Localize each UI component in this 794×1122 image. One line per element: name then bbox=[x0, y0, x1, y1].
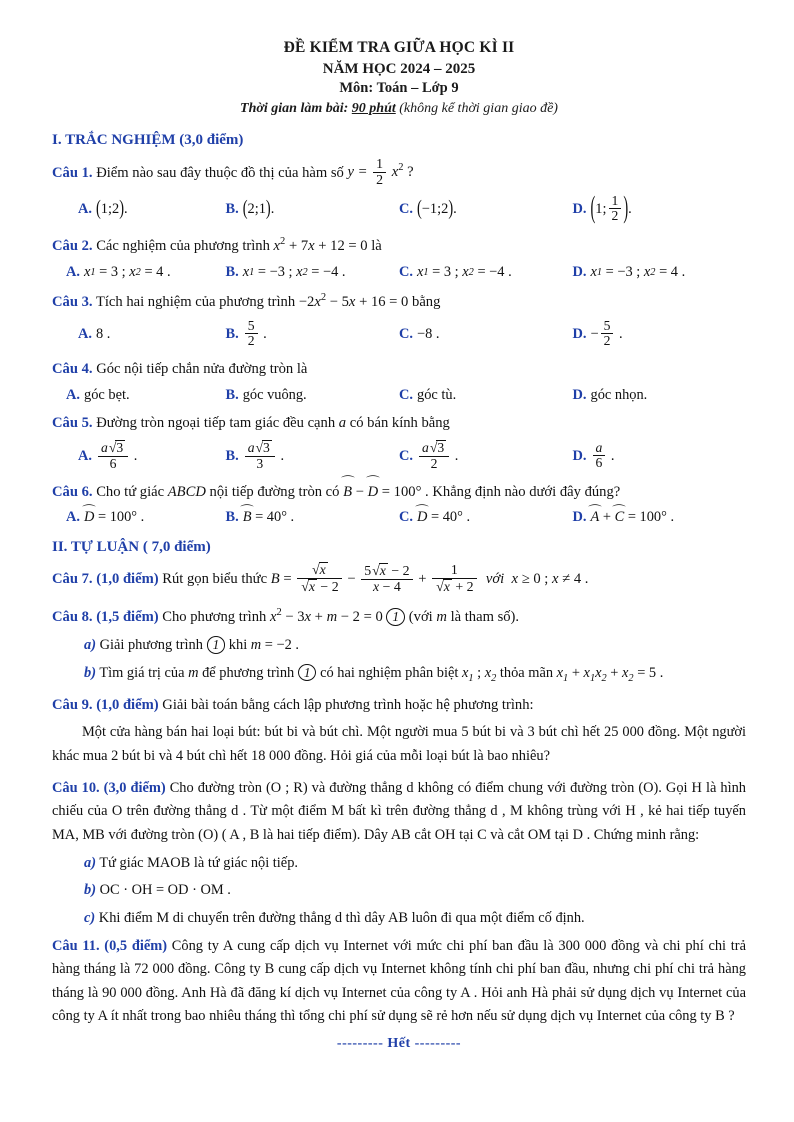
time-label: Thời gian làm bài: bbox=[240, 100, 349, 116]
question-9-label: Câu 9. (1,0 điểm) bbox=[52, 697, 159, 714]
question-7-label: Câu 7. (1,0 điểm) bbox=[52, 571, 159, 588]
question-3-text: Tích hai nghiệm của phương trình bbox=[95, 293, 296, 310]
q6-minus: − bbox=[355, 483, 364, 500]
time-value: 90 phút bbox=[351, 100, 396, 116]
section-title-part2: II. TỰ LUẬN ( 7,0 điểm) bbox=[52, 539, 211, 556]
question-6-text-b: nội tiếp đường tròn có bbox=[209, 483, 340, 500]
question-3 bbox=[52, 290, 746, 314]
answer-4-B-text: góc vuông. bbox=[242, 387, 307, 404]
question-2-label: Câu 2. bbox=[52, 238, 93, 255]
answer-5-B[interactable]: B. $\frac{a√3}{3}$ . bbox=[225, 440, 285, 471]
answer-3-C[interactable]: C. −8 . bbox=[399, 326, 440, 343]
q10-c-text: Khi điểm M di chuyển trên đường thẳng d thì dây AB luôn đi qua một điểm cố định. bbox=[98, 909, 585, 926]
question-9 bbox=[52, 695, 746, 717]
subject-label: Môn bbox=[339, 80, 369, 97]
question-8-part-a bbox=[84, 634, 746, 656]
answer-3-A[interactable]: A. 8 . bbox=[78, 326, 111, 343]
question-5-var: a bbox=[338, 415, 347, 432]
answer-4-C-key: C. bbox=[399, 387, 413, 404]
q1-func-y: y = bbox=[347, 164, 368, 181]
question-1-text: Điểm nào sau đây thuộc đồ thị của hàm số bbox=[96, 164, 344, 181]
question-3-equation: $-2x^2 - 5x + 16 = 0$ bbox=[298, 291, 409, 310]
answer-5-C[interactable]: C. $\frac{a√3}{2}$ . bbox=[399, 440, 459, 471]
time-note: (không kể thời gian giao đề) bbox=[399, 100, 558, 116]
end-marker: --------- Hết --------- bbox=[336, 1036, 462, 1052]
answer-1-D[interactable]: D. ( 1; $\frac{1}{2}$ ) . bbox=[572, 192, 632, 226]
question-10 bbox=[52, 777, 746, 847]
q8-b-text1: Tìm giá trị của m để phương trình bbox=[99, 664, 295, 681]
question-1-formula bbox=[347, 156, 414, 188]
question-10-part-a bbox=[84, 852, 746, 874]
question-6-condition bbox=[343, 484, 432, 500]
question-4-text: Góc nội tiếp chắn nửa đường tròn là bbox=[96, 361, 308, 378]
q8-tag: 1 bbox=[386, 608, 405, 626]
q1-func-den: 2 bbox=[373, 172, 386, 188]
question-2-equation: $x^2 + 7x + 12 = 0$ bbox=[273, 236, 368, 255]
document-header bbox=[52, 38, 746, 119]
answer-2-B[interactable]: B. x 1 = −3 ; x 2 = −4 . bbox=[225, 263, 346, 280]
question-8-tail: (với m là tham số). bbox=[408, 609, 520, 626]
question-6-text-a: Cho tứ giác bbox=[96, 483, 165, 500]
answer-6-C[interactable]: C. ⌒ D = 40° . bbox=[399, 509, 573, 526]
school-year: NĂM HỌC 2024 – 2025 bbox=[322, 60, 476, 77]
q10-b-text: OC · OH = OD · OM . bbox=[99, 882, 231, 899]
question-3-answers bbox=[52, 317, 746, 351]
answer-5-D[interactable]: D. $\frac{a}{6}$ . bbox=[572, 439, 615, 471]
answer-3-B[interactable]: B. $\frac{5}{2}$ . bbox=[225, 317, 267, 349]
question-11-label: Câu 11. (0,5 điểm) bbox=[52, 937, 168, 954]
answer-4-D-text: góc nhọn. bbox=[590, 387, 648, 404]
q1-func-x: x bbox=[391, 164, 399, 181]
answer-2-C[interactable]: C. x 1 = 3 ; x 2 = −4 . bbox=[399, 263, 512, 280]
answer-6-B[interactable]: B. ⌒ B = 40° . bbox=[226, 509, 400, 526]
answer-6-D[interactable]: D. ⌒ A + ⌒ C = 100° . bbox=[573, 509, 747, 526]
answer-1-B[interactable]: B. ( 2;1 ) . bbox=[225, 197, 275, 221]
question-8 bbox=[52, 605, 746, 629]
answer-6-A[interactable]: A. ⌒ D = 100° . bbox=[52, 509, 226, 526]
section-title-part1: I. TRẮC NGHIỆM (3,0 điểm) bbox=[52, 131, 244, 148]
question-3-tail: bằng bbox=[412, 293, 441, 310]
question-10-part-c bbox=[84, 907, 746, 929]
question-6-quad: ABCD bbox=[167, 483, 206, 500]
question-8-part-b bbox=[84, 662, 746, 687]
question-2-answers bbox=[52, 264, 746, 281]
answer-4-C[interactable] bbox=[399, 387, 573, 404]
question-4-answers bbox=[52, 387, 746, 404]
question-6-answers bbox=[52, 509, 746, 526]
question-8-label: Câu 8. (1,5 điểm) bbox=[52, 609, 159, 626]
q8-a-text2: khi m = −2 . bbox=[228, 637, 300, 654]
answer-1-A[interactable]: A. ( 1;2 ) . bbox=[78, 197, 128, 221]
question-11-body: Công ty A cung cấp dịch vụ Internet với mức chi phí ban đầu là 300 000 đồng và chi phí chi trả hàng tháng là 72 000 đồng. Công ty B cung cấp dịch vụ Internet không tính chi phí ban đầu, nhưng chi phí chi trả hàng tháng là 90 000 đồng. Anh Hà đã đăng kí dịch vụ Internet của công ty A . Hỏi anh Hà phải sử dụng dịch vụ Internet của công ty A ít nhất trong bao nhiêu tháng thì tổng chi phí sử dụng sẽ rẻ hơn nếu sử dụng dịch vụ Internet của công ty B ? bbox=[52, 937, 746, 1024]
answer-4-A-key: A. bbox=[66, 387, 80, 404]
q10-c-key: c) bbox=[84, 909, 96, 926]
question-1-answers bbox=[52, 192, 746, 226]
answer-4-B-key: B. bbox=[225, 387, 239, 404]
answer-4-D-key: D. bbox=[572, 387, 587, 404]
question-1 bbox=[52, 158, 746, 189]
question-8-text: Cho phương trình bbox=[162, 609, 267, 626]
question-10-label: Câu 10. (3,0 điểm) bbox=[52, 780, 166, 796]
question-7 bbox=[52, 563, 746, 596]
question-10-part-b bbox=[84, 879, 746, 901]
subject-value: : Toán – Lớp 9 bbox=[368, 80, 459, 97]
question-2-tail: là bbox=[371, 238, 382, 255]
answer-4-A[interactable] bbox=[52, 387, 226, 404]
answer-4-A-text: góc bẹt. bbox=[84, 387, 130, 404]
q10-a-key: a) bbox=[84, 854, 96, 871]
question-4-label: Câu 4. bbox=[52, 361, 93, 378]
q10-a-text: Tứ giác MAOB là tứ giác nội tiếp. bbox=[99, 854, 298, 871]
question-5 bbox=[52, 413, 746, 435]
answer-2-A[interactable]: A. x 1 = 3 ; x 2 = 4 . bbox=[66, 263, 171, 280]
question-5-label: Câu 5. bbox=[52, 415, 93, 432]
question-7-expression: B = $\frac{√x}{√x - 2}$ − $\frac{5√x - 2}{x - 4}$ + $\frac{1}{√x + 2}$ với x ≥ 0 ; x ≠ 4 . bbox=[270, 562, 589, 596]
q8-a-key: a) bbox=[84, 637, 96, 654]
q1-func-pow: 2 bbox=[398, 162, 404, 174]
q8-b-key: b) bbox=[84, 664, 96, 681]
answer-4-D[interactable] bbox=[573, 387, 747, 404]
time-line bbox=[52, 100, 746, 119]
question-5-text-b: có bán kính bằng bbox=[349, 415, 450, 432]
question-9-body: Một cửa hàng bán hai loại bút: bút bi và bút chì. Một người mua 5 bút bi và 3 bút chì hết 25 000 đồng. Một người khác mua 2 bút bi và 4 bút chì hết 18 000 đồng. Hỏi giá của mỗi loại bút là bao nhiêu? bbox=[52, 724, 746, 764]
question-4 bbox=[52, 359, 746, 381]
answer-1-C[interactable]: C. ( −1;2 ) . bbox=[399, 197, 457, 221]
q8-a-tag: 1 bbox=[207, 636, 226, 654]
question-10-body: Cho đường tròn (O ; R) và đường thẳng d không có điểm chung với đường tròn (O). Gọi H là hình chiếu của O trên đường thẳng d . Từ một điểm M bất kì trên đường thẳng d , M không trùng với H , kẻ hai tiếp tuyến MA, MB với đường tròn (O) ( A , B là hai tiếp điểm). Dây AB cắt OH tại C và cắt OM tại D . Chứng minh rằng: bbox=[52, 780, 746, 843]
question-8-equation: $x^2 - 3x + m - 2 = 0$ 1 bbox=[270, 609, 409, 625]
question-6-label: Câu 6. bbox=[52, 483, 93, 500]
question-5-text-a: Đường tròn ngoại tiếp tam giác đều cạnh bbox=[96, 415, 336, 432]
q8-a-text1: Giải phương trình bbox=[99, 637, 203, 654]
question-6 bbox=[52, 482, 746, 504]
page-title: ĐỀ KIỂM TRA GIỮA HỌC KÌ II bbox=[283, 39, 515, 56]
question-7-text: Rút gọn biểu thức bbox=[162, 571, 268, 588]
answer-3-D[interactable]: D. − $\frac{5}{2}$ . bbox=[572, 317, 623, 349]
question-11 bbox=[52, 935, 746, 1028]
q10-b-key: b) bbox=[84, 882, 96, 899]
question-1-label: Câu 1. bbox=[52, 164, 93, 181]
q1-qmark: ? bbox=[407, 164, 414, 181]
q6-cond-val: = 100° . bbox=[381, 483, 429, 500]
question-5-answers bbox=[52, 441, 746, 473]
answer-4-C-text: góc tù. bbox=[417, 387, 457, 404]
question-3-label: Câu 3. bbox=[52, 293, 93, 310]
q6-angle-d: ⌒ D bbox=[368, 482, 379, 504]
answer-4-B[interactable] bbox=[226, 387, 400, 404]
q6-angle-b: ⌒ B bbox=[343, 482, 352, 504]
question-6-text-c: Khẳng định nào dưới đây đúng? bbox=[432, 483, 621, 500]
answer-2-D[interactable]: D. x 1 = −3 ; x 2 = 4 . bbox=[572, 263, 686, 280]
question-2-text: Các nghiệm của phương trình bbox=[96, 238, 270, 255]
q8-b-text2: có hai nghiệm phân biệt $x_1$ ; $x_2$ thỏa mãn $x_1 + x_1x_2 + x_2 = 5$ . bbox=[320, 664, 664, 684]
answer-5-A[interactable]: A. $\frac{a√3}{6}$ . bbox=[78, 440, 138, 471]
question-9-text: Giải bài toán bằng cách lập phương trình hoặc hệ phương trình: bbox=[162, 697, 534, 714]
subject-line bbox=[52, 79, 746, 99]
q1-func-num: 1 bbox=[376, 156, 384, 172]
q8-b-tag: 1 bbox=[298, 664, 317, 682]
question-2 bbox=[52, 234, 746, 258]
